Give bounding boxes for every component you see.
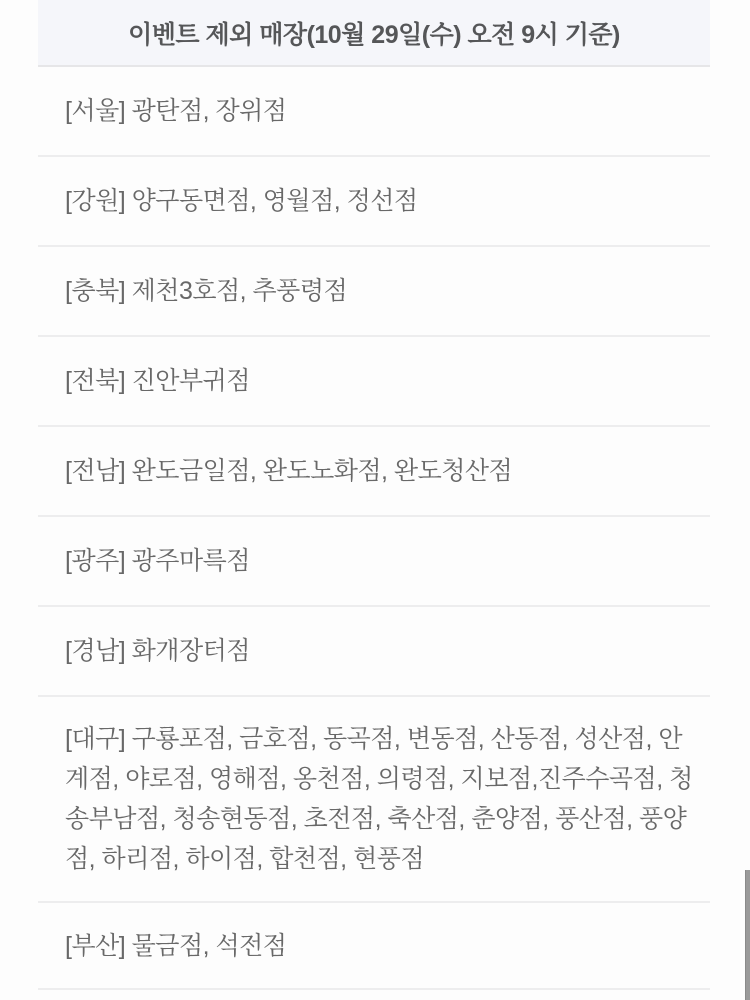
table-title: 이벤트 제외 매장(10월 29일(수) 오전 9시 기준) bbox=[128, 20, 620, 49]
row-text-gangwon: [강원] 양구동면점, 영월점, 정선점 bbox=[65, 187, 418, 215]
table-header bbox=[38, 0, 710, 67]
row-text-busan: [부산] 물금점, 석전점 bbox=[65, 931, 287, 960]
row-text-jeonbuk: [전북] 진안부귀점 bbox=[65, 367, 250, 395]
row-text-jeonnam: [전남] 완도금일점, 완도노화점, 완도청산점 bbox=[65, 457, 513, 485]
row-text-daegu: [대구] 구룡포점, 금호점, 동곡점, 변동점, 산동점, 성산점, 안계점, 야로점, 영해점, 옹천점, 의령점, 지보점,진주수곡점, 청송부남점, 청송현동점, 초전점, 축산점, 춘양점, 풍산점, 풍양점, 하리점, 하이점, 합천점, 현풍점 bbox=[65, 725, 693, 873]
vertical-scrollbar-thumb[interactable] bbox=[745, 870, 750, 1000]
table-row-gangwon bbox=[38, 157, 710, 247]
table-row-daegu bbox=[38, 697, 710, 903]
table-row-jeonbuk bbox=[38, 337, 710, 427]
table-row-jeonnam bbox=[38, 427, 710, 517]
table-row-busan bbox=[38, 903, 710, 990]
row-text-gwangju: [광주] 광주마륵점 bbox=[65, 547, 250, 575]
table-row-chungbuk bbox=[38, 247, 710, 337]
table-row-gyeongnam bbox=[38, 607, 710, 697]
table-row-gwangju bbox=[38, 517, 710, 607]
row-text-chungbuk: [충북] 제천3호점, 추풍령점 bbox=[65, 277, 348, 305]
row-text-gyeongnam: [경남] 화개장터점 bbox=[65, 637, 250, 665]
table-row-seoul bbox=[38, 67, 710, 157]
excluded-stores-table bbox=[38, 0, 710, 990]
row-text-seoul: [서울] 광탄점, 장위점 bbox=[65, 97, 287, 125]
